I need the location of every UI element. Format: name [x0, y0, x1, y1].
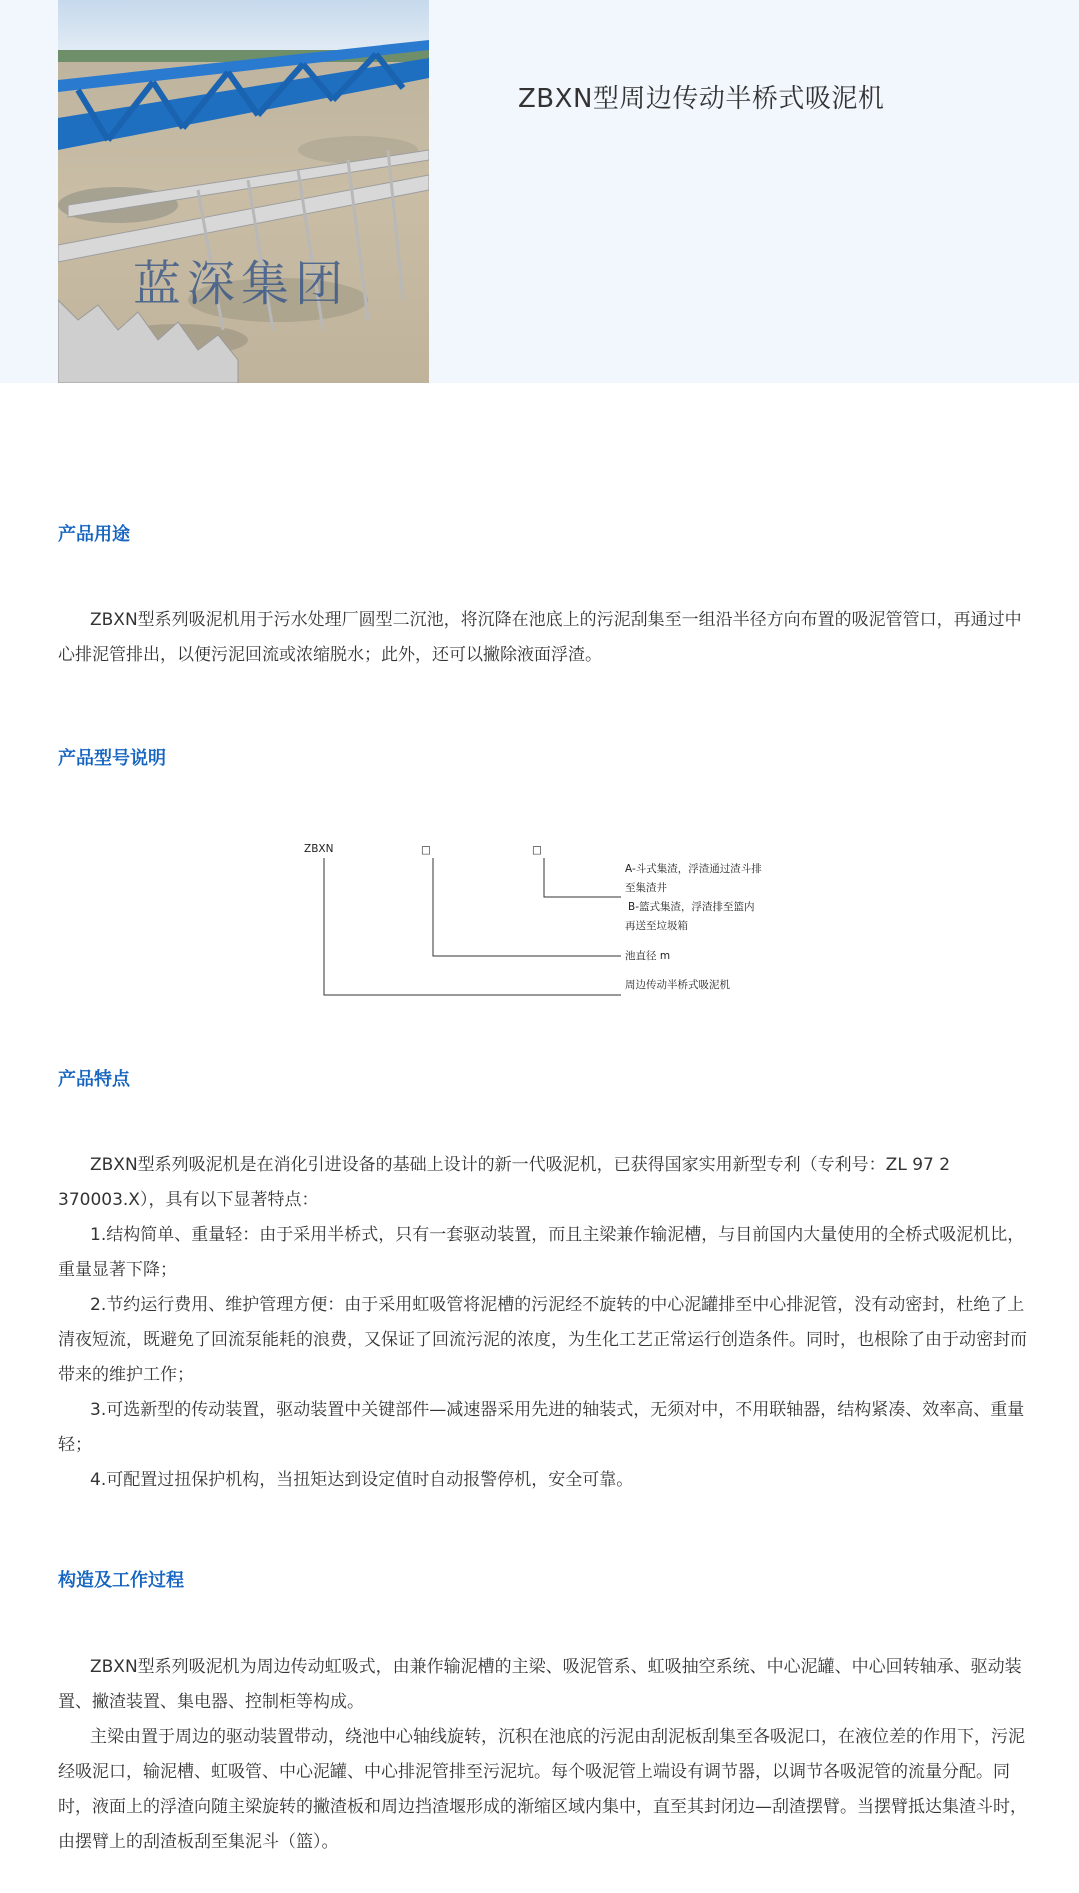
section-title-usage: 产品用途 [58, 524, 130, 545]
features-paragraph-2: 2.节约运行费用、维护管理方便：由于采用虹吸管将泥槽的污泥经不旋转的中心泥罐排至中心排泥管，没有动密封，杜绝了上清夜短流，既避免了回流泵能耗的浪费，又保证了回流污泥的浓度，为生化工艺正常运行创造条件。同时，也根除了由于动密封而带来的维护工作； [58, 1295, 1027, 1385]
structure-paragraph-2: 主梁由置于周边的驱动装置带动，绕池中心轴线旋转，沉积在池底的污泥由刮泥板刮集至各吸泥口，在液位差的作用下，污泥经吸泥口，输泥槽、虹吸管、中心泥罐、中心排泥管排至污泥坑。每个吸泥管上端设有调节器，以调节各吸泥管的流量分配。同时，液面上的浮渣向随主梁旋转的撇渣板和周边挡渣堰形成的渐缩区域内集中，直至其封闭边—刮渣摆臂。当摆臂抵达集渣斗时，由摆臂上的刮渣板刮至集泥斗（篮）。 [58, 1727, 1027, 1852]
product-photo-illustration [58, 0, 429, 383]
features-paragraph-4: 4.可配置过扭保护机构，当扭矩达到设定值时自动报警停机，安全可靠。 [90, 1470, 634, 1490]
model-code-diagram [300, 838, 800, 1008]
label-a-line2: 至集渣井 [625, 882, 667, 894]
label-b-line2: 再送至垃圾箱 [625, 920, 688, 932]
section-title-features: 产品特点 [58, 1069, 130, 1090]
hero-banner [0, 0, 1079, 383]
page-title: ZBXN型周边传动半桥式吸泥机 [518, 84, 885, 114]
usage-paragraph: ZBXN型系列吸泥机用于污水处理厂圆型二沉池，将沉降在池底上的污泥刮集至一组沿半径方向布置的吸泥管管口，再通过中心排泥管排出，以便污泥回流或浓缩脱水；此外，还可以撇除液面浮渣。 [58, 610, 1022, 665]
model-code: ZBXN [304, 843, 334, 855]
product-photo [58, 0, 429, 383]
section-title-model: 产品型号说明 [58, 748, 166, 769]
label-b-line1: B-篮式集渣，浮渣排至篮内 [628, 901, 755, 913]
model-box-collect: □ [532, 844, 542, 856]
usage-text [58, 603, 1038, 673]
features-paragraph-1: 1.结构简单、重量轻：由于采用半桥式，只有一套驱动装置，而且主梁兼作输泥槽，与目前国内大量使用的全桥式吸泥机比，重量显著下降； [58, 1225, 1025, 1280]
label-diameter: 池直径 m [625, 950, 671, 962]
features-paragraph-3: 3.可选新型的传动装置，驱动装置中关键部件—减速器采用先进的轴装式，无须对中，不用联轴器，结构紧凑、效率高、重量轻； [58, 1400, 1025, 1455]
label-name: 周边传动半桥式吸泥机 [625, 979, 730, 991]
connector-collect [544, 858, 621, 897]
section-title-structure: 构造及工作过程 [58, 1570, 184, 1591]
features-paragraph-intro: ZBXN型系列吸泥机是在消化引进设备的基础上设计的新一代吸泥机，已获得国家实用新型专利（专利号：ZL 97 2 370003.X），具有以下显著特点： [58, 1155, 951, 1210]
structure-paragraph-1: ZBXN型系列吸泥机为周边传动虹吸式，由兼作输泥槽的主梁、吸泥管系、虹吸抽空系统、中心泥罐、中心回转轴承、驱动装置、撇渣装置、集电器、控制柜等构成。 [58, 1657, 1022, 1712]
label-a-line1: A-斗式集渣，浮渣通过渣斗排 [625, 863, 762, 875]
model-box-diameter: □ [421, 844, 431, 856]
photo-watermark: 蓝深集团 [133, 256, 350, 312]
connector-diameter [433, 858, 621, 956]
features-text [58, 1148, 1038, 1498]
structure-text [58, 1650, 1038, 1860]
connector-name [324, 858, 621, 995]
